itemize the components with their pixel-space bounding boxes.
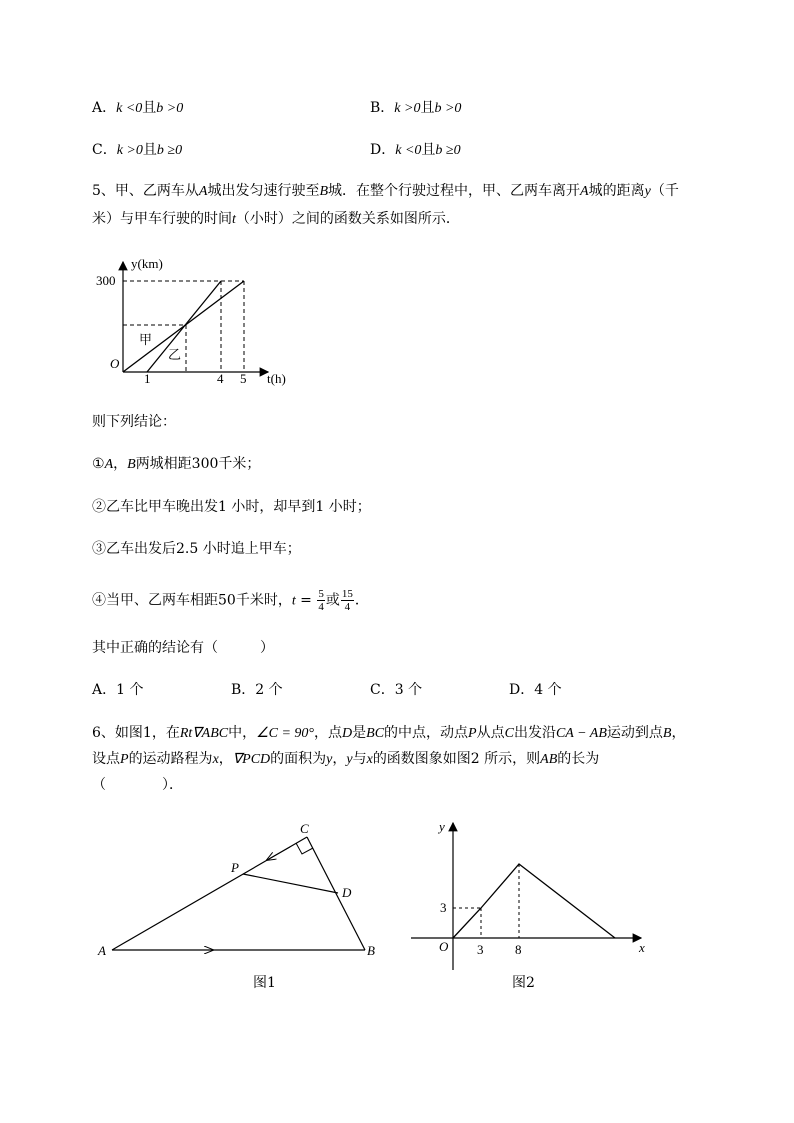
fig2-x-tick-3: 3	[477, 942, 484, 957]
origin-label: O	[110, 356, 120, 371]
q5-question: 其中正确的结论有（ ）	[92, 640, 274, 656]
y-tick-300: 300	[96, 273, 116, 288]
q5-conclusion-1: ①A，B两城相距300千米；	[92, 456, 261, 472]
fraction-5-4: $\frac{5}{4}$	[318, 588, 324, 613]
label-yi: 乙	[168, 347, 182, 362]
line-yi	[147, 281, 221, 372]
q5-conclusion-4: ④当甲、乙两车相距50千米时，t = $\frac{5}{4}$ 或 $\frac{15}{4}$ ．	[92, 588, 369, 613]
q5-option-d: D．4 个	[509, 682, 562, 698]
q5-option-c: C．3 个	[370, 682, 423, 698]
x-tick-1: 1	[144, 371, 151, 386]
fig2-y-label: y	[439, 819, 445, 834]
arrow-along-CA	[267, 847, 290, 860]
q5-conclusion-3: ③乙车出发后2.5 小时追上甲车；	[92, 541, 301, 557]
segment-PD	[243, 874, 338, 893]
q6-stem-line2: 设点P的运动路程为x，∇PCD的面积为y，y与x的函数图象如图2 所示，则AB的长为	[92, 751, 600, 767]
fig2-y-tick-3: 3	[440, 900, 447, 915]
q4-option-d: D．k <0且b ≥0	[370, 142, 461, 158]
side-CB	[307, 837, 365, 950]
label-P: P	[231, 860, 239, 875]
x-tick-4: 4	[217, 371, 224, 386]
q5-option-b: B．2 个	[231, 682, 283, 698]
label-A: A	[98, 943, 106, 958]
q5-distance-time-graph	[90, 252, 300, 392]
q6-stem-line3: （ ）．	[92, 777, 183, 793]
fig2-x-label: x	[639, 940, 645, 955]
q4-option-c: C．k >0且b ≥0	[92, 142, 183, 158]
q4-option-a: A．k <0且b >0	[92, 100, 184, 116]
figure2-caption: 图2	[512, 975, 535, 991]
q4-option-b: B．k >0且b >0	[370, 100, 462, 116]
q6-stem-line1: 6、如图1，在Rt∇ABC中，∠C = 90°，点D是BC的中点，动点P从点C出发沿CA − AB运动到点B，	[92, 725, 686, 741]
q6-figure1-triangle	[95, 815, 385, 995]
label-jia: 甲	[139, 332, 153, 347]
q5-stem-line2: 米）与甲车行驶的时间t（小时）之间的函数关系如图所示．	[92, 211, 460, 227]
label-C: C	[300, 821, 309, 836]
x-tick-5: 5	[240, 371, 247, 386]
label-B: B	[367, 943, 375, 958]
fig2-x-tick-8: 8	[515, 942, 522, 957]
fig2-origin: O	[439, 939, 449, 954]
figure1-caption: 图1	[253, 975, 276, 991]
q5-conclusion-2: ②乙车比甲车晚出发1 小时，却早到1 小时；	[92, 499, 371, 515]
q5-stem-line1: 5、甲、乙两车从A城出发匀速行驶至B城．在整个行驶过程中，甲、乙两车离开A城的距离y（千	[92, 183, 679, 199]
q6-figure2-graph	[405, 815, 655, 975]
x-axis-label: t(h)	[267, 371, 286, 386]
fraction-15-4: $\frac{15}{4}$	[341, 588, 353, 613]
label-D: D	[342, 885, 352, 900]
q5-conclusion-intro: 则下列结论：	[92, 414, 176, 430]
y-axis-label: y(km)	[131, 256, 163, 271]
q5-option-a: A．1 个	[92, 682, 144, 698]
fig2-function-graph	[453, 864, 615, 938]
